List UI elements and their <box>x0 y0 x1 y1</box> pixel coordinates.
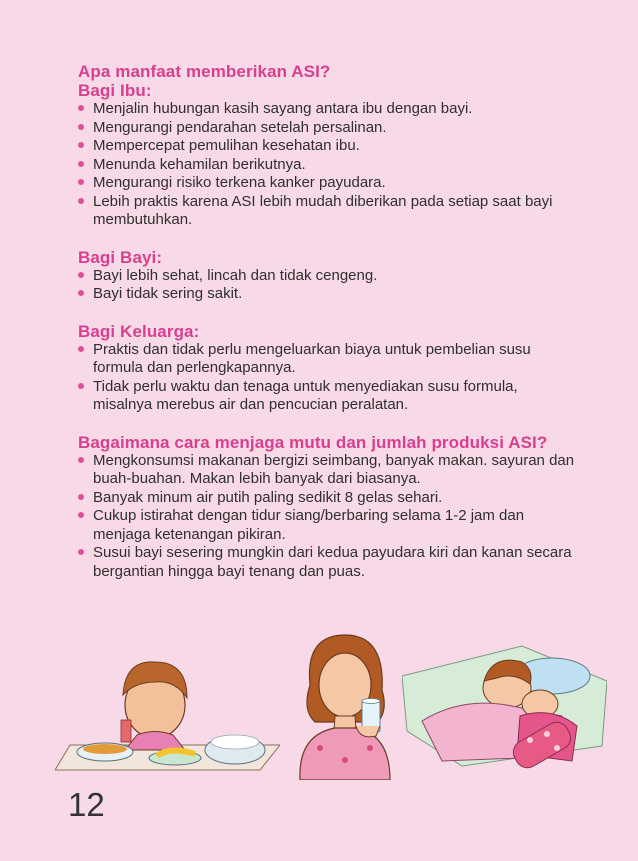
list-item: Mempercepat pemulihan kesehatan ibu. <box>78 137 578 156</box>
list-bagi-ibu <box>78 100 578 230</box>
list-bagi-keluarga <box>78 341 578 415</box>
list-item: Mengkonsumsi makanan bergizi seimbang, banyak makan. sayuran dan buah-buahan. Makan lebih banyak dari biasanya. <box>78 452 578 489</box>
list-item: Mengurangi risiko terkena kanker payudara. <box>78 174 578 193</box>
bullet-icon <box>78 142 84 148</box>
heading-bagi-bayi: Bagi Bayi: <box>78 247 163 267</box>
question-1-title: Apa manfaat memberikan ASI? <box>78 62 331 81</box>
list-item: Susui bayi sesering mungkin dari kedua payudara kiri dan kanan secara bergantian hingga bayi tenang dan puas. <box>78 544 578 581</box>
bullet-icon <box>78 161 84 167</box>
list-item: Bayi tidak sering sakit. <box>78 285 578 304</box>
bullet-icon <box>78 549 84 555</box>
heading-bagi-keluarga: Bagi Keluarga: <box>78 321 200 341</box>
bullet-icon <box>78 198 84 204</box>
list-item: Menunda kehamilan berikutnya. <box>78 156 578 175</box>
mother-resting-with-baby-illustration <box>402 636 607 776</box>
list-item: Banyak minum air putih paling sedikit 8 gelas sehari. <box>78 489 578 508</box>
bullet-icon <box>78 290 84 296</box>
list-item: Lebih praktis karena ASI lebih mudah diberikan pada setiap saat bayi membutuhkan. <box>78 193 578 230</box>
list-menjaga-asi <box>78 452 578 582</box>
bullet-icon <box>78 383 84 389</box>
list-item: Mengurangi pendarahan setelah persalinan. <box>78 119 578 138</box>
bullet-icon <box>78 105 84 111</box>
bullet-icon <box>78 512 84 518</box>
question-2-title: Bagaimana cara menjaga mutu dan jumlah produksi ASI? <box>78 432 548 452</box>
list-bagi-bayi <box>78 267 578 304</box>
bullet-icon <box>78 179 84 185</box>
list-item: Cukup istirahat dengan tidur siang/berbaring selama 1-2 jam dan menjaga ketenangan pikiran. <box>78 507 578 544</box>
bullet-icon <box>78 494 84 500</box>
bullet-icon <box>78 457 84 463</box>
girl-eating-illustration <box>55 650 280 775</box>
bullet-icon <box>78 124 84 130</box>
list-item: Bayi lebih sehat, lincah dan tidak cengeng. <box>78 267 578 286</box>
page-number: 12 <box>68 786 105 823</box>
page-content <box>78 62 578 581</box>
list-item: Menjalin hubungan kasih sayang antara ibu dengan bayi. <box>78 100 578 119</box>
heading-bagi-ibu: Bagi Ibu: <box>78 81 152 100</box>
list-item: Tidak perlu waktu dan tenaga untuk menyediakan susu formula, misalnya merebus air dan pencucian peralatan. <box>78 378 578 415</box>
woman-drinking-water-illustration <box>290 630 400 780</box>
bullet-icon <box>78 272 84 278</box>
list-item: Praktis dan tidak perlu mengeluarkan biaya untuk pembelian susu formula dan perlengkapannya. <box>78 341 578 378</box>
bullet-icon <box>78 346 84 352</box>
